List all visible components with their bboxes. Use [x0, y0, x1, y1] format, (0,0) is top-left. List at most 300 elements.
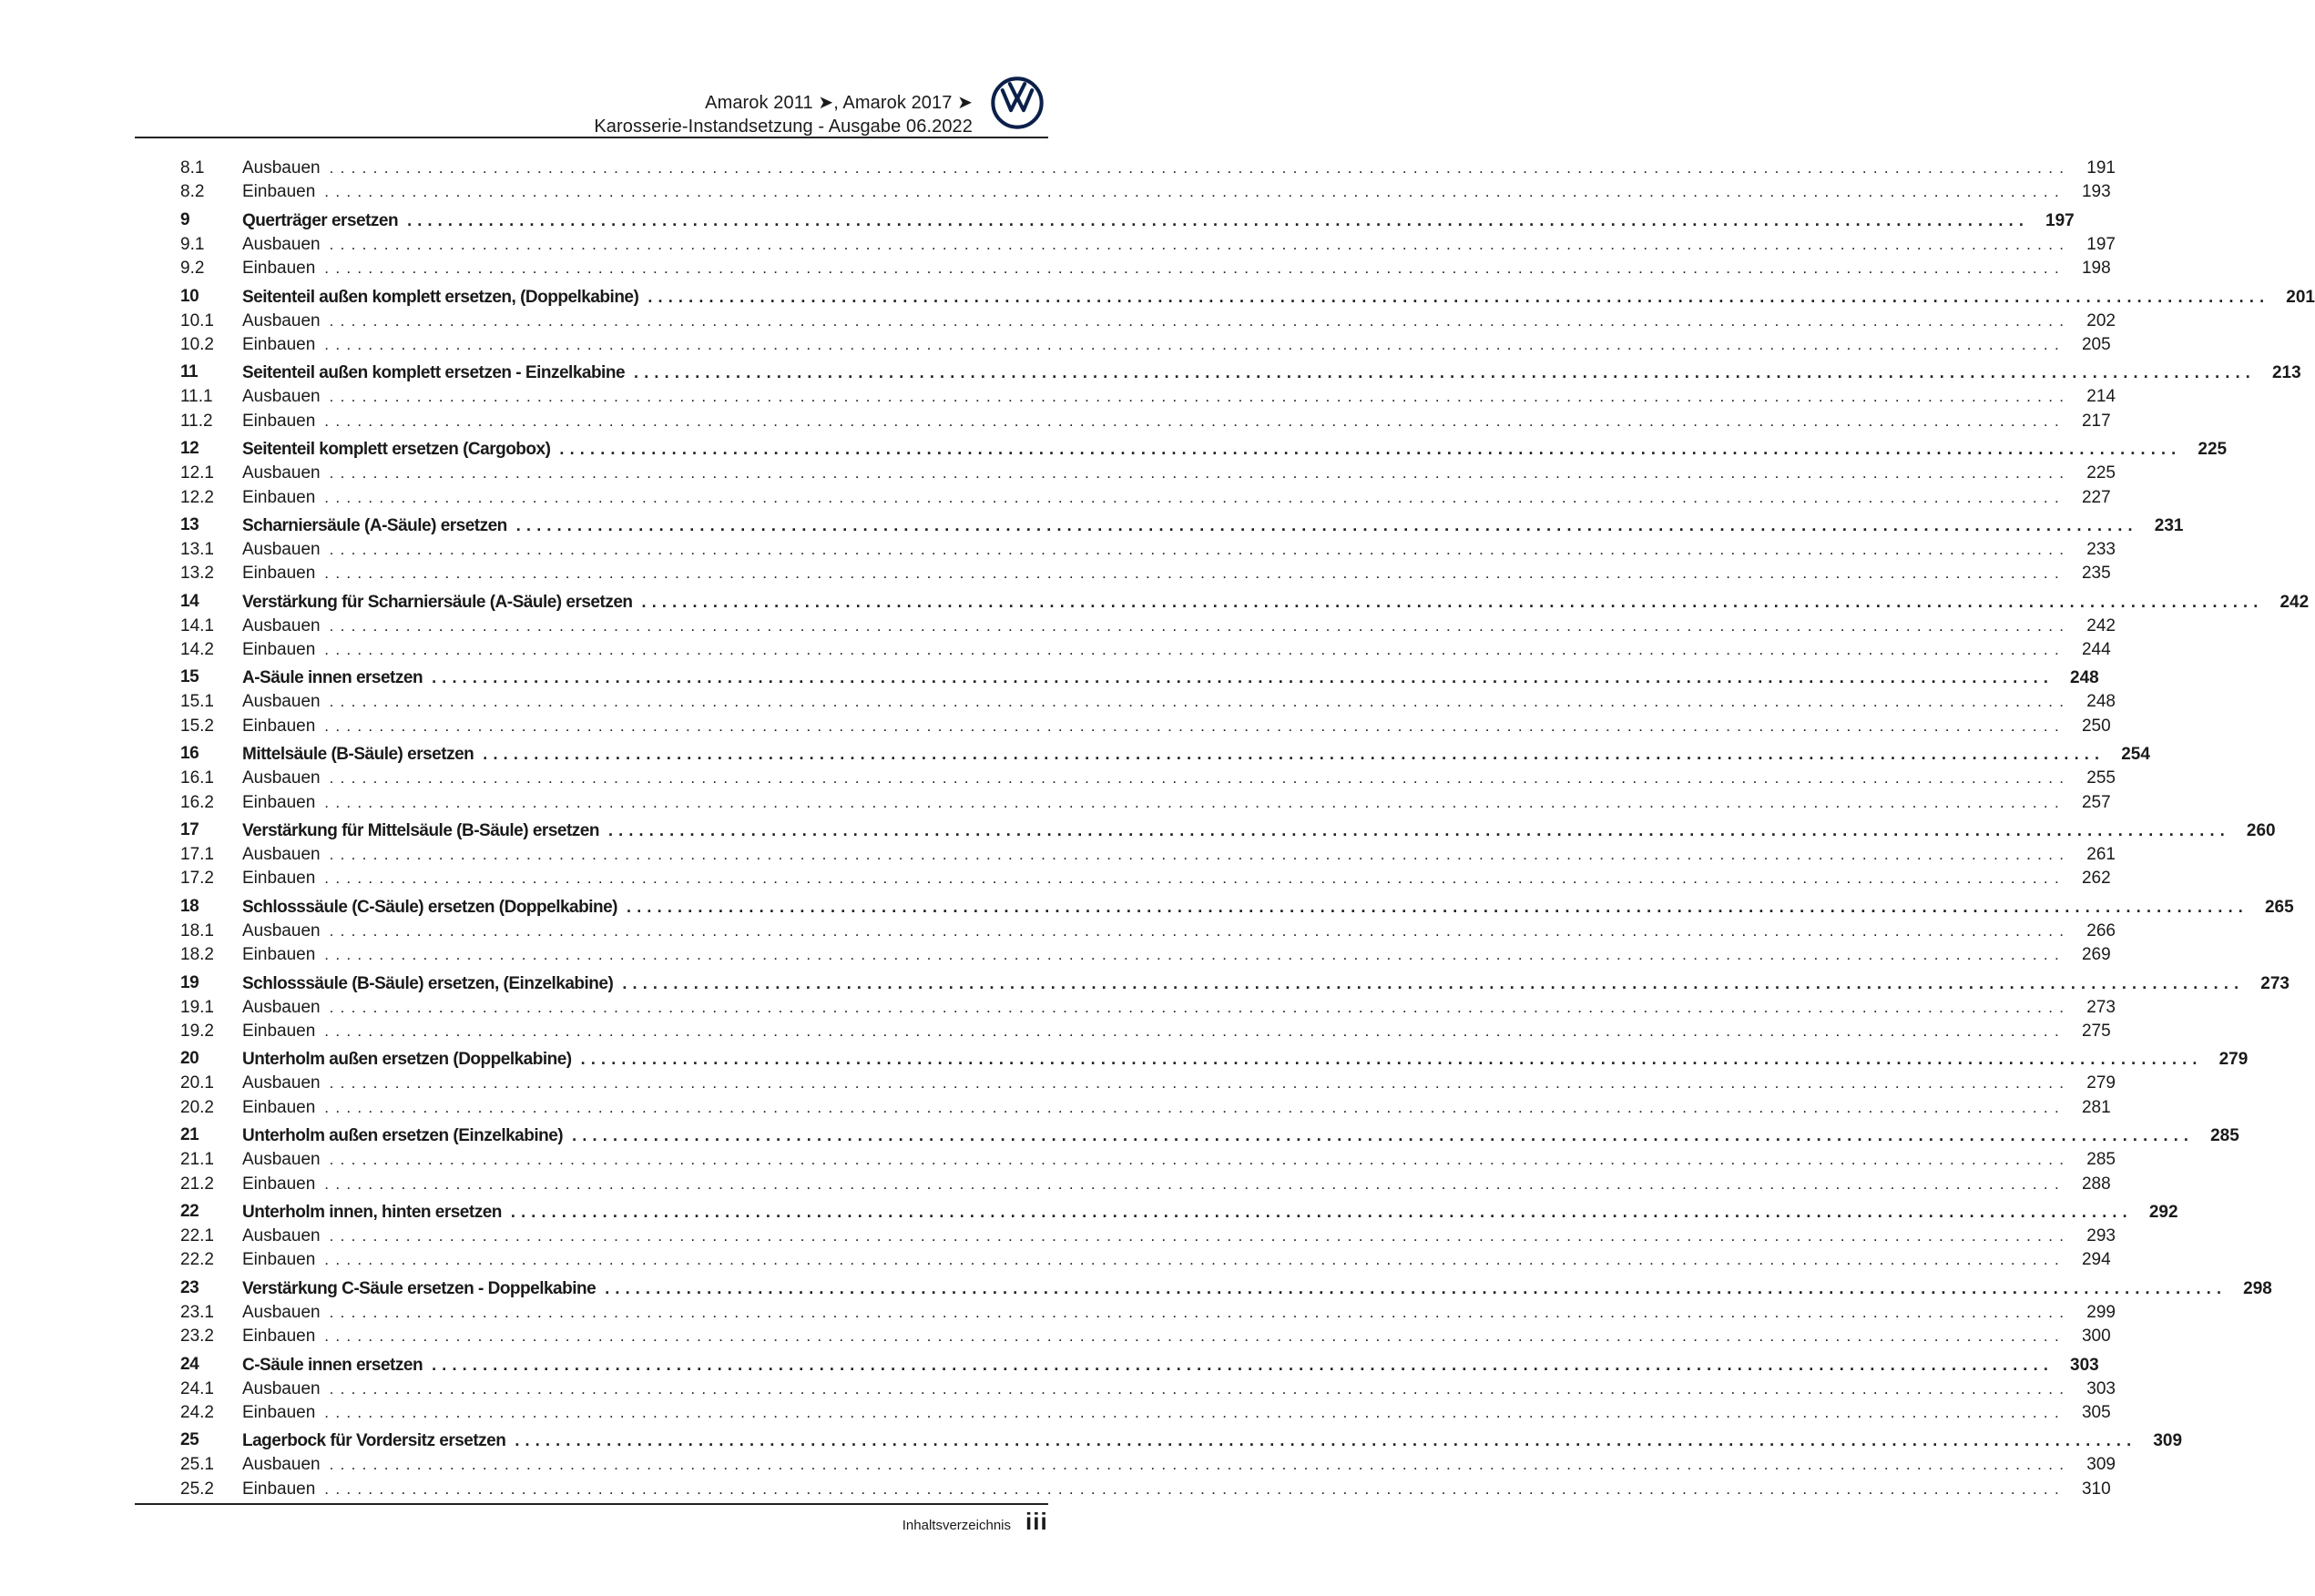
toc-section-row[interactable] [180, 1478, 2111, 1501]
toc-leader-dots: ............................................................................................................................................................... [324, 259, 2065, 278]
toc-entry [242, 1377, 2116, 1401]
toc-number: 17.1 [180, 845, 214, 865]
toc-section-row[interactable] [180, 920, 2116, 943]
toc-page-number: 233 [2086, 539, 2116, 559]
toc-leader-dots: ............................................................................................................................................................... [580, 1050, 2203, 1069]
toc-number: 18 [180, 896, 199, 916]
toc-title: Einbauen [242, 1021, 316, 1041]
toc-chapter-row[interactable] [180, 895, 2294, 920]
toc-title: Ausbauen [242, 539, 321, 559]
toc-title: Einbauen [242, 259, 316, 279]
toc-leader-dots: ............................................................................................................................................................... [329, 1379, 2071, 1398]
toc-section-row[interactable] [180, 1301, 2116, 1325]
toc-entry [242, 285, 2315, 310]
toc-number: 23.2 [180, 1327, 214, 1347]
toc-title: Ausbauen [242, 997, 321, 1017]
toc-title: Querträger ersetzen [242, 210, 399, 230]
toc-page-number: 260 [2246, 821, 2276, 841]
toc-entry [242, 157, 2116, 180]
toc-leader-dots: ............................................................................................................................................................... [329, 1456, 2071, 1474]
toc-title: Ausbauen [242, 463, 321, 483]
toc-page-number: 273 [2086, 997, 2116, 1017]
toc-title: Einbauen [242, 1402, 316, 1422]
toc-entry [242, 1478, 2111, 1501]
toc-leader-dots: ............................................................................................................................................................... [622, 973, 2245, 992]
toc-section-row[interactable] [180, 257, 2111, 280]
toc-page-number: 193 [2081, 182, 2111, 202]
toc-title: Verstärkung C-Säule ersetzen - Doppelkabine [242, 1278, 597, 1298]
toc-leader-dots: ............................................................................................................................................................... [324, 1098, 2065, 1116]
toc-title: Ausbauen [242, 615, 321, 635]
toc-leader-dots: ............................................................................................................................................................... [515, 515, 2138, 534]
toc-number: 20 [180, 1049, 199, 1069]
toc-page-number: 261 [2086, 845, 2116, 865]
toc-leader-dots: ............................................................................................................................................................... [559, 440, 2182, 459]
toc-entry [242, 943, 2111, 967]
toc-section-row[interactable] [180, 1096, 2111, 1120]
toc-number: 11.1 [180, 387, 213, 407]
toc-number: 25.1 [180, 1455, 214, 1475]
toc-chapter-row[interactable] [180, 361, 2301, 385]
toc-number: 19.2 [180, 1021, 214, 1041]
toc-chapter-row[interactable] [180, 1276, 2272, 1301]
toc-number: 22.2 [180, 1250, 214, 1270]
toc-title: Einbauen [242, 869, 316, 889]
toc-entry [242, 895, 2294, 920]
toc-page-number: 279 [2086, 1073, 2116, 1093]
toc-section-row[interactable] [180, 410, 2111, 433]
toc-number: 10.1 [180, 310, 214, 330]
header-manual-line: Karosserie-Instandsetzung - Ausgabe 06.2022 [594, 117, 973, 137]
toc-number: 12.2 [180, 487, 214, 507]
toc-leader-dots: ............................................................................................................................................................... [329, 1303, 2071, 1321]
toc-title: A-Säule innen ersetzen [242, 668, 423, 688]
toc-chapter-row[interactable] [180, 208, 2075, 233]
toc-chapter-row[interactable] [180, 971, 2290, 996]
toc-section-row[interactable] [180, 715, 2111, 738]
footer-divider [135, 1503, 1048, 1505]
toc-section-row[interactable] [180, 1325, 2111, 1348]
toc-title: Unterholm außen ersetzen (Doppelkabine) [242, 1050, 572, 1070]
toc-section-row[interactable] [180, 157, 2116, 180]
toc-leader-dots: ............................................................................................................................................................... [324, 1251, 2065, 1269]
toc-section-row[interactable] [180, 791, 2111, 815]
toc-entry [242, 715, 2111, 738]
toc-title: Einbauen [242, 640, 316, 660]
toc-entry [242, 1301, 2116, 1325]
toc-entry [242, 538, 2116, 562]
toc-entry [242, 971, 2290, 996]
toc-leader-dots: ............................................................................................................................................................... [324, 641, 2065, 659]
toc-section-row[interactable] [180, 867, 2111, 890]
toc-leader-dots: ............................................................................................................................................................... [329, 1074, 2071, 1093]
toc-page-number: 201 [2286, 287, 2315, 307]
toc-title: Ausbauen [242, 920, 321, 940]
toc-section-row[interactable] [180, 996, 2116, 1020]
toc-page-number: 191 [2086, 158, 2116, 178]
toc-page-number: 248 [2070, 668, 2099, 688]
toc-leader-dots: ............................................................................................................................................................... [324, 793, 2065, 811]
toc-number: 8.2 [180, 182, 205, 202]
toc-title: Mittelsäule (B-Säule) ersetzen [242, 745, 474, 765]
toc-title: Einbauen [242, 1250, 316, 1270]
toc-page-number: 231 [2154, 515, 2184, 535]
toc-title: Verstärkung für Scharniersäule (A-Säule) ersetzen [242, 592, 633, 612]
toc-section-row[interactable] [180, 1248, 2111, 1272]
toc-title: Einbauen [242, 945, 316, 965]
toc-number: 8.1 [180, 158, 205, 178]
toc-leader-dots: ............................................................................................................................................................... [605, 1278, 2228, 1297]
toc-section-row[interactable] [180, 385, 2116, 409]
header-model-line: Amarok 2011 ➤, Amarok 2017 ➤ [705, 93, 973, 113]
toc-leader-dots: ............................................................................................................................................................... [329, 998, 2071, 1016]
toc-chapter-row[interactable] [180, 1428, 2183, 1453]
toc-page-number: 299 [2086, 1302, 2116, 1322]
toc-chapter-row[interactable] [180, 666, 2099, 690]
toc-entry [242, 867, 2111, 890]
footer-section-label: Inhaltsverzeichnis [902, 1518, 1011, 1533]
toc-number: 18.2 [180, 945, 214, 965]
toc-number: 13.1 [180, 539, 214, 559]
toc-leader-dots: ............................................................................................................................................................... [483, 745, 2106, 764]
toc-title: Einbauen [242, 182, 316, 202]
toc-number: 20.1 [180, 1073, 214, 1093]
toc-title: Einbauen [242, 1479, 316, 1499]
toc-section-row[interactable] [180, 486, 2111, 510]
toc-entry [242, 180, 2111, 204]
toc-leader-dots: ............................................................................................................................................................... [329, 1151, 2071, 1169]
toc-entry [242, 562, 2111, 585]
toc-leader-dots: ............................................................................................................................................................... [329, 235, 2071, 253]
toc-section-row[interactable] [180, 233, 2116, 257]
toc-page-number: 303 [2086, 1378, 2116, 1398]
toc-title: Scharniersäule (A-Säule) ersetzen [242, 515, 507, 535]
toc-leader-dots: ............................................................................................................................................................... [324, 946, 2065, 964]
toc-entry [242, 233, 2116, 257]
toc-entry [242, 742, 2150, 767]
toc-page-number: 262 [2081, 869, 2111, 889]
toc-page-number: 288 [2081, 1174, 2111, 1194]
toc-number: 23 [180, 1277, 199, 1297]
toc-section-row[interactable] [180, 1377, 2116, 1401]
toc-leader-dots: ............................................................................................................................................................... [515, 1431, 2137, 1450]
toc-entry [242, 486, 2111, 510]
toc-title: Seitenteil komplett ersetzen (Cargobox) [242, 440, 551, 460]
toc-chapter-row[interactable] [180, 285, 2315, 310]
toc-page-number: 273 [2260, 973, 2290, 993]
toc-title: Unterholm außen ersetzen (Einzelkabine) [242, 1126, 564, 1146]
toc-title: Ausbauen [242, 158, 321, 178]
toc-title: Ausbauen [242, 1073, 321, 1093]
toc-entry [242, 615, 2116, 638]
toc-title: Seitenteil außen komplett ersetzen - Einzelkabine [242, 363, 626, 383]
toc-leader-dots: ............................................................................................................................................................... [634, 363, 2256, 382]
toc-leader-dots: ............................................................................................................................................................... [324, 869, 2065, 888]
toc-section-row[interactable] [180, 1173, 2111, 1196]
toc-entry [242, 590, 2310, 615]
toc-entry [242, 333, 2111, 357]
toc-page-number: 257 [2081, 792, 2111, 812]
toc-leader-dots: ............................................................................................................................................................... [329, 693, 2071, 711]
toc-page-number: 250 [2081, 716, 2111, 736]
toc-page-number: 279 [2218, 1050, 2249, 1070]
toc-leader-dots: ............................................................................................................................................................... [432, 668, 2055, 687]
toc-title: Ausbauen [242, 768, 321, 788]
toc-title: Seitenteil außen komplett ersetzen, (Doppelkabine) [242, 287, 639, 307]
toc-chapter-row[interactable] [180, 1123, 2239, 1148]
toc-entry [242, 208, 2075, 233]
toc-page-number: 305 [2081, 1402, 2111, 1422]
table-of-contents [180, 157, 2315, 1501]
toc-page-number: 227 [2081, 487, 2111, 507]
toc-number: 16.1 [180, 768, 214, 788]
toc-chapter-row[interactable] [180, 818, 2276, 843]
toc-page-number: 298 [2243, 1278, 2272, 1298]
page-header [0, 0, 1129, 146]
toc-title: Einbauen [242, 564, 316, 584]
toc-page-number: 300 [2081, 1327, 2111, 1347]
toc-page-number: 225 [2086, 463, 2116, 483]
toc-page-number: 310 [2081, 1479, 2111, 1499]
vw-logo-icon [991, 76, 1044, 129]
toc-number: 19.1 [180, 997, 214, 1017]
toc-number: 22 [180, 1201, 199, 1221]
toc-section-row[interactable] [180, 767, 2116, 790]
toc-page-number: 309 [2153, 1431, 2183, 1451]
toc-section-row[interactable] [180, 333, 2111, 357]
toc-page-number: 217 [2081, 411, 2111, 431]
toc-number: 14.1 [180, 615, 214, 635]
toc-section-row[interactable] [180, 1401, 2111, 1425]
toc-entry [242, 1173, 2111, 1196]
toc-leader-dots: ............................................................................................................................................................... [324, 1022, 2065, 1040]
toc-page-number: 281 [2081, 1097, 2111, 1117]
toc-page-number: 202 [2086, 310, 2116, 330]
toc-entry [242, 1353, 2099, 1377]
toc-leader-dots: ............................................................................................................................................................... [324, 717, 2065, 735]
toc-page-number: 275 [2081, 1021, 2111, 1041]
toc-leader-dots: ............................................................................................................................................................... [407, 210, 2030, 229]
toc-leader-dots: ............................................................................................................................................................... [329, 1226, 2071, 1245]
toc-page-number: 197 [2045, 210, 2075, 230]
toc-chapter-row[interactable] [180, 742, 2150, 767]
toc-title: Ausbauen [242, 1150, 321, 1170]
toc-entry [242, 1020, 2111, 1043]
toc-page-number: 292 [2148, 1202, 2178, 1222]
toc-section-row[interactable] [180, 1225, 2116, 1248]
toc-number: 11.2 [180, 411, 213, 431]
toc-entry [242, 1428, 2183, 1453]
toc-leader-dots: ............................................................................................................................................................... [329, 159, 2071, 177]
toc-number: 15.1 [180, 692, 214, 712]
toc-number: 14 [180, 591, 199, 611]
toc-leader-dots: ............................................................................................................................................................... [648, 287, 2270, 306]
toc-chapter-row[interactable] [180, 1200, 2178, 1225]
toc-entry [242, 1325, 2111, 1348]
toc-page-number: 214 [2086, 387, 2116, 407]
toc-page-number: 225 [2198, 440, 2228, 460]
toc-number: 10.2 [180, 334, 214, 354]
toc-number: 22.1 [180, 1225, 214, 1245]
toc-section-row[interactable] [180, 943, 2111, 967]
toc-number: 16.2 [180, 792, 214, 812]
toc-page-number: 285 [2210, 1126, 2239, 1146]
toc-number: 25.2 [180, 1479, 214, 1499]
toc-leader-dots: ............................................................................................................................................................... [324, 488, 2065, 506]
toc-section-row[interactable] [180, 1148, 2116, 1172]
toc-leader-dots: ............................................................................................................................................................... [432, 1355, 2055, 1374]
toc-title: Einbauen [242, 1097, 316, 1117]
toc-title: Ausbauen [242, 1225, 321, 1245]
toc-section-row[interactable] [180, 1453, 2116, 1477]
toc-number: 12.1 [180, 463, 214, 483]
toc-entry [242, 1276, 2272, 1301]
toc-entry [242, 791, 2111, 815]
toc-entry [242, 638, 2111, 662]
toc-leader-dots: ............................................................................................................................................................... [324, 412, 2065, 430]
toc-entry [242, 1148, 2116, 1172]
toc-entry [242, 1401, 2111, 1425]
toc-entry [242, 385, 2116, 409]
toc-page-number: 205 [2081, 334, 2111, 354]
toc-leader-dots: ............................................................................................................................................................... [641, 592, 2264, 611]
toc-title: Einbauen [242, 487, 316, 507]
toc-entry [242, 690, 2116, 714]
toc-leader-dots: ............................................................................................................................................................... [627, 897, 2249, 916]
toc-title: Ausbauen [242, 1455, 321, 1475]
toc-title: Unterholm innen, hinten ersetzen [242, 1202, 502, 1222]
toc-entry [242, 1047, 2249, 1072]
toc-leader-dots: ............................................................................................................................................................... [329, 464, 2071, 483]
toc-leader-dots: ............................................................................................................................................................... [324, 1327, 2065, 1346]
toc-section-row[interactable] [180, 562, 2111, 585]
toc-title: Einbauen [242, 334, 316, 354]
toc-number: 15 [180, 667, 199, 687]
toc-leader-dots: ............................................................................................................................................................... [572, 1126, 2195, 1145]
toc-section-row[interactable] [180, 843, 2116, 867]
toc-section-row[interactable] [180, 615, 2116, 638]
toc-page-number: 197 [2086, 234, 2116, 254]
toc-number: 23.1 [180, 1302, 214, 1322]
toc-number: 25 [180, 1430, 199, 1450]
toc-page-number: 269 [2081, 945, 2111, 965]
toc-number: 9 [180, 209, 190, 229]
toc-entry [242, 666, 2099, 690]
toc-page-number: 198 [2081, 259, 2111, 279]
toc-page-number: 248 [2086, 692, 2116, 712]
toc-entry [242, 1200, 2178, 1225]
toc-leader-dots: ............................................................................................................................................................... [329, 540, 2071, 558]
toc-chapter-row[interactable] [180, 437, 2228, 462]
toc-leader-dots: ............................................................................................................................................................... [329, 311, 2071, 330]
toc-page-number: 235 [2081, 564, 2111, 584]
toc-page-number: 293 [2086, 1225, 2116, 1245]
toc-entry [242, 767, 2116, 790]
toc-leader-dots: ............................................................................................................................................................... [324, 1403, 2065, 1421]
toc-page-number: 213 [2271, 363, 2301, 383]
toc-entry [242, 310, 2116, 333]
toc-page-number: 309 [2086, 1455, 2116, 1475]
toc-entry [242, 437, 2228, 462]
toc-entry [242, 1096, 2111, 1120]
toc-leader-dots: ............................................................................................................................................................... [329, 388, 2071, 406]
toc-entry [242, 257, 2111, 280]
toc-leader-dots: ............................................................................................................................................................... [324, 564, 2065, 583]
toc-chapter-row[interactable] [180, 590, 2310, 615]
footer-page-number: iii [1025, 1508, 1048, 1535]
toc-section-row[interactable] [180, 1072, 2116, 1095]
toc-title: Einbauen [242, 1174, 316, 1194]
toc-title: Ausbauen [242, 310, 321, 330]
toc-section-row[interactable] [180, 690, 2116, 714]
toc-title: Ausbauen [242, 692, 321, 712]
toc-number: 24.2 [180, 1402, 214, 1422]
toc-page-number: 244 [2081, 640, 2111, 660]
toc-leader-dots: ............................................................................................................................................................... [329, 616, 2071, 635]
toc-page-number: 242 [2279, 592, 2310, 612]
toc-number: 24.1 [180, 1378, 214, 1398]
toc-section-row[interactable] [180, 180, 2111, 204]
toc-title: Ausbauen [242, 387, 321, 407]
toc-entry [242, 462, 2116, 485]
toc-section-row[interactable] [180, 638, 2111, 662]
toc-chapter-row[interactable] [180, 1047, 2249, 1072]
toc-page-number: 285 [2086, 1150, 2116, 1170]
toc-page-number: 303 [2070, 1355, 2099, 1375]
toc-chapter-row[interactable] [180, 1353, 2099, 1377]
toc-number: 13.2 [180, 564, 214, 584]
toc-entry [242, 818, 2276, 843]
toc-page-number: 294 [2081, 1250, 2111, 1270]
toc-number: 14.2 [180, 640, 214, 660]
toc-number: 9.2 [180, 259, 205, 279]
toc-entry [242, 1123, 2239, 1148]
toc-title: Schlosssäule (B-Säule) ersetzen, (Einzelkabine) [242, 973, 614, 993]
toc-section-row[interactable] [180, 462, 2116, 485]
toc-leader-dots: ............................................................................................................................................................... [324, 335, 2065, 353]
toc-entry [242, 1248, 2111, 1272]
toc-title: Einbauen [242, 716, 316, 736]
toc-title: Verstärkung für Mittelsäule (B-Säule) ersetzen [242, 821, 599, 841]
toc-leader-dots: ............................................................................................................................................................... [510, 1202, 2133, 1221]
toc-chapter-row[interactable] [180, 513, 2184, 538]
toc-number: 20.2 [180, 1097, 214, 1117]
toc-number: 16 [180, 744, 199, 764]
toc-section-row[interactable] [180, 1020, 2111, 1043]
toc-title: Ausbauen [242, 845, 321, 865]
header-divider [135, 137, 1048, 138]
toc-section-row[interactable] [180, 538, 2116, 562]
toc-number: 21.1 [180, 1150, 214, 1170]
toc-page-number: 242 [2086, 615, 2116, 635]
toc-number: 17.2 [180, 869, 214, 889]
toc-number: 19 [180, 972, 199, 992]
toc-page-number: 266 [2086, 920, 2116, 940]
toc-title: C-Säule innen ersetzen [242, 1355, 423, 1375]
toc-leader-dots: ............................................................................................................................................................... [324, 1479, 2065, 1498]
toc-title: Lagerbock für Vordersitz ersetzen [242, 1431, 506, 1451]
toc-page-number: 254 [2121, 745, 2150, 765]
toc-leader-dots: ............................................................................................................................................................... [329, 769, 2071, 788]
toc-title: Einbauen [242, 411, 316, 431]
toc-section-row[interactable] [180, 310, 2116, 333]
toc-entry [242, 1453, 2116, 1477]
toc-leader-dots: ............................................................................................................................................................... [329, 846, 2071, 864]
toc-number: 21.2 [180, 1174, 214, 1194]
toc-title: Ausbauen [242, 234, 321, 254]
toc-number: 13 [180, 514, 199, 534]
toc-page-number: 265 [2264, 897, 2294, 917]
